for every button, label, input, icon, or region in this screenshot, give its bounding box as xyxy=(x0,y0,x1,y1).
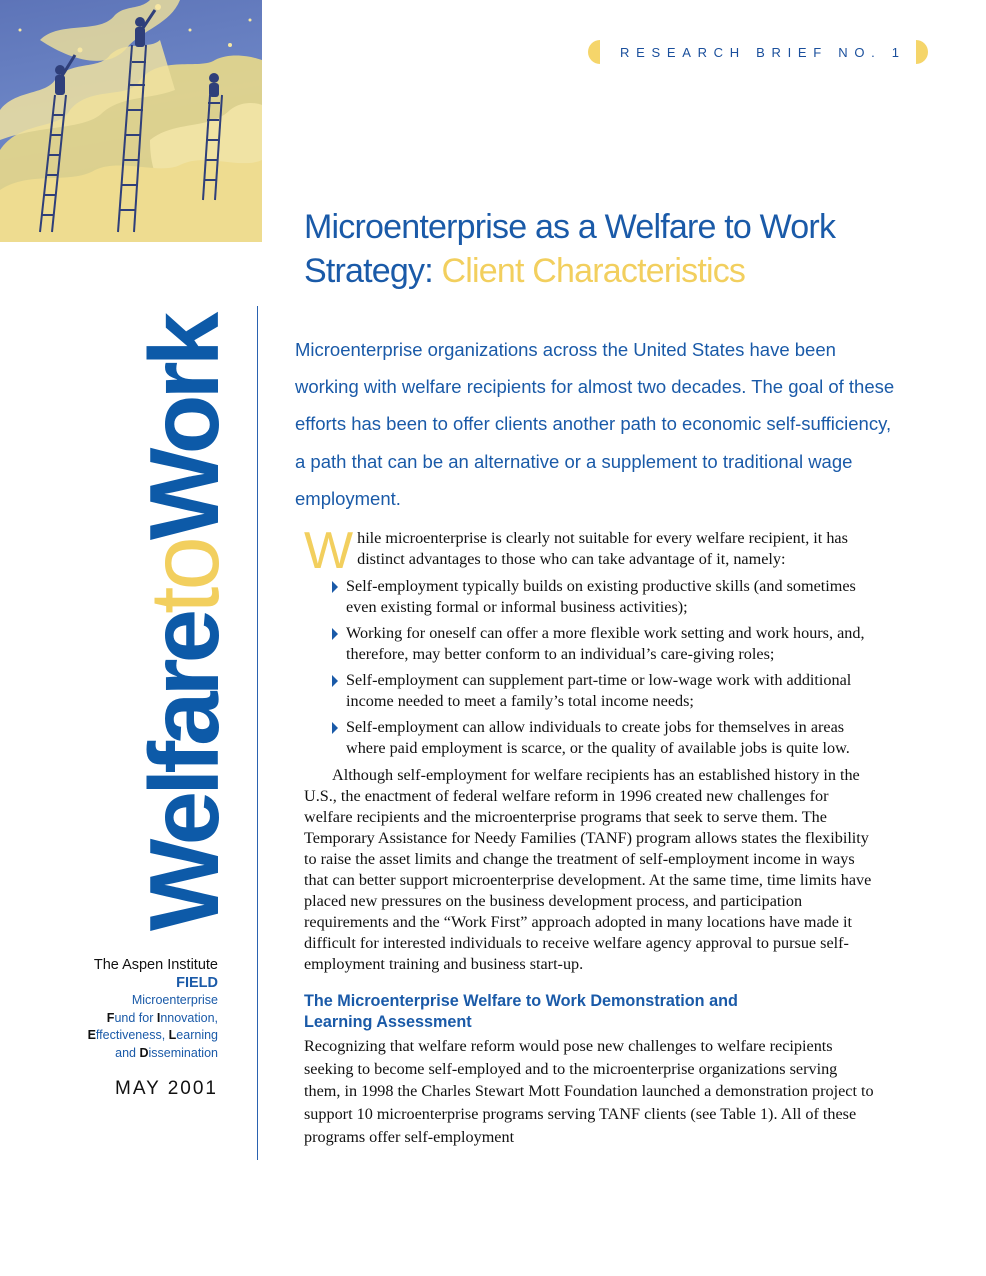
lead-text: Microenterprise organizations across the United States have been working with welfare recipients for almost two decades. The goal of these efforts has been to offer clients another path to economic self-sufficiency, a path that can be an alternative or a supplement to traditional wage employment. xyxy=(295,339,895,509)
field-line-4 xyxy=(40,1045,218,1063)
initial-i: I xyxy=(156,1010,161,1025)
list-item xyxy=(304,717,876,759)
triangle-bullet-icon xyxy=(332,628,338,640)
triangle-bullet-icon xyxy=(332,722,338,734)
list-item-text: Self-employment typically builds on existing productive skills (and sometimes even existing formal or informal business activities); xyxy=(346,577,856,616)
cover-illustration xyxy=(0,0,262,242)
ladders-to-stars-illustration xyxy=(0,0,262,242)
initial-f: F xyxy=(106,1010,115,1025)
field-label: FIELD xyxy=(176,975,218,991)
publisher-info xyxy=(40,956,218,1100)
lead-paragraph xyxy=(295,331,895,517)
triangle-bullet-icon xyxy=(332,675,338,687)
page-title xyxy=(304,205,944,293)
field-line-4-rest: issemination xyxy=(148,1045,218,1060)
title-line-2-prefix: Strategy: xyxy=(304,252,442,290)
list-item xyxy=(304,623,876,665)
vertical-divider xyxy=(257,306,258,1160)
research-brief-tag xyxy=(588,40,928,66)
title-line-2 xyxy=(304,249,944,293)
drop-cap: W xyxy=(304,522,354,580)
body-text xyxy=(304,522,876,1149)
field-line-4-prefix: and xyxy=(115,1045,140,1060)
field-line-3 xyxy=(40,1027,218,1045)
field-line-3-a: ffectiveness, xyxy=(95,1028,169,1042)
field-line-1: Microenterprise xyxy=(131,993,218,1007)
vertical-series-title xyxy=(129,316,239,932)
vertical-series-title-wrap xyxy=(129,308,239,940)
list-item-text: Self-employment can allow individuals to create jobs for themselves in areas where paid employment is scarce, or the quality of available jobs is quite low. xyxy=(346,718,850,757)
institute-name: The Aspen Institute xyxy=(93,957,218,973)
body-paragraph-2: Although self-employment for welfare recipients has an established history in the U.S., the enactment of federal welfare reform in 1996 created new challenges for welfare recipients and the microenterprise programs that seek to serve them. The Temporary Assistance for Needy Families (TANF) program allows states the flexibility to raise the asset limits and change the treatment of self-employment income in ways that can better support microenterprise development. At the same time, time limits have placed new pressures on the business development process, and participation requirements and the “Work First” approach adopted in many locations have made it difficult for interested individuals to receive welfare agency approval to pursue self-employment training and business start-up. xyxy=(304,766,872,973)
list-item xyxy=(304,576,876,618)
list-item-text: Self-employment can supplement part-time or low-wage work with additional income needed to meet a family’s total income needs; xyxy=(346,671,852,710)
initial-e: E xyxy=(87,1028,96,1042)
body-paragraph-3: Recognizing that welfare reform would pose new challenges to welfare recipients seeking to become self-employed and to the microenterprise organizations serving them, in 1998 the Charles Stewart Mott Foundation launched a demonstration project to support 10 microenterprise programs serving TANF clients (see Table 1). All of these programs offer self-employment xyxy=(304,1037,874,1146)
triangle-bullet-icon xyxy=(332,581,338,593)
title-line-1: Microenterprise as a Welfare to Work xyxy=(304,208,836,246)
initial-d: D xyxy=(139,1045,149,1060)
field-line-2 xyxy=(40,1010,218,1028)
vertical-title-to: to xyxy=(129,540,239,614)
initial-l: L xyxy=(168,1028,177,1042)
advantages-list xyxy=(304,576,876,759)
intro-paragraph xyxy=(304,522,876,580)
field-line-2-b: nnovation, xyxy=(160,1010,218,1025)
field-line-3-b: earning xyxy=(176,1028,218,1042)
publication-date: MAY 2001 xyxy=(115,1078,218,1099)
list-item xyxy=(304,670,876,712)
vertical-title-welfare: Welfare xyxy=(129,613,239,932)
list-item-text: Working for oneself can offer a more flexible work setting and work hours, and, therefore, may better conform to an individual’s care-giving roles; xyxy=(346,624,865,663)
research-brief-label: RESEARCH BRIEF NO. 1 xyxy=(620,45,906,60)
vertical-title-work: Work xyxy=(129,316,239,541)
tag-cap-right xyxy=(916,40,928,64)
tag-cap-left xyxy=(588,40,600,64)
intro-text: hile microenterprise is clearly not suitable for every welfare recipient, it has distinct advantages to those who can take advantage of it, namely: xyxy=(357,529,848,568)
title-accent: Client Characteristics xyxy=(441,252,746,290)
section-heading: The Microenterprise Welfare to Work Demonstration and Learning Assessment xyxy=(304,992,738,1031)
field-line-2-a: und for xyxy=(114,1010,157,1025)
